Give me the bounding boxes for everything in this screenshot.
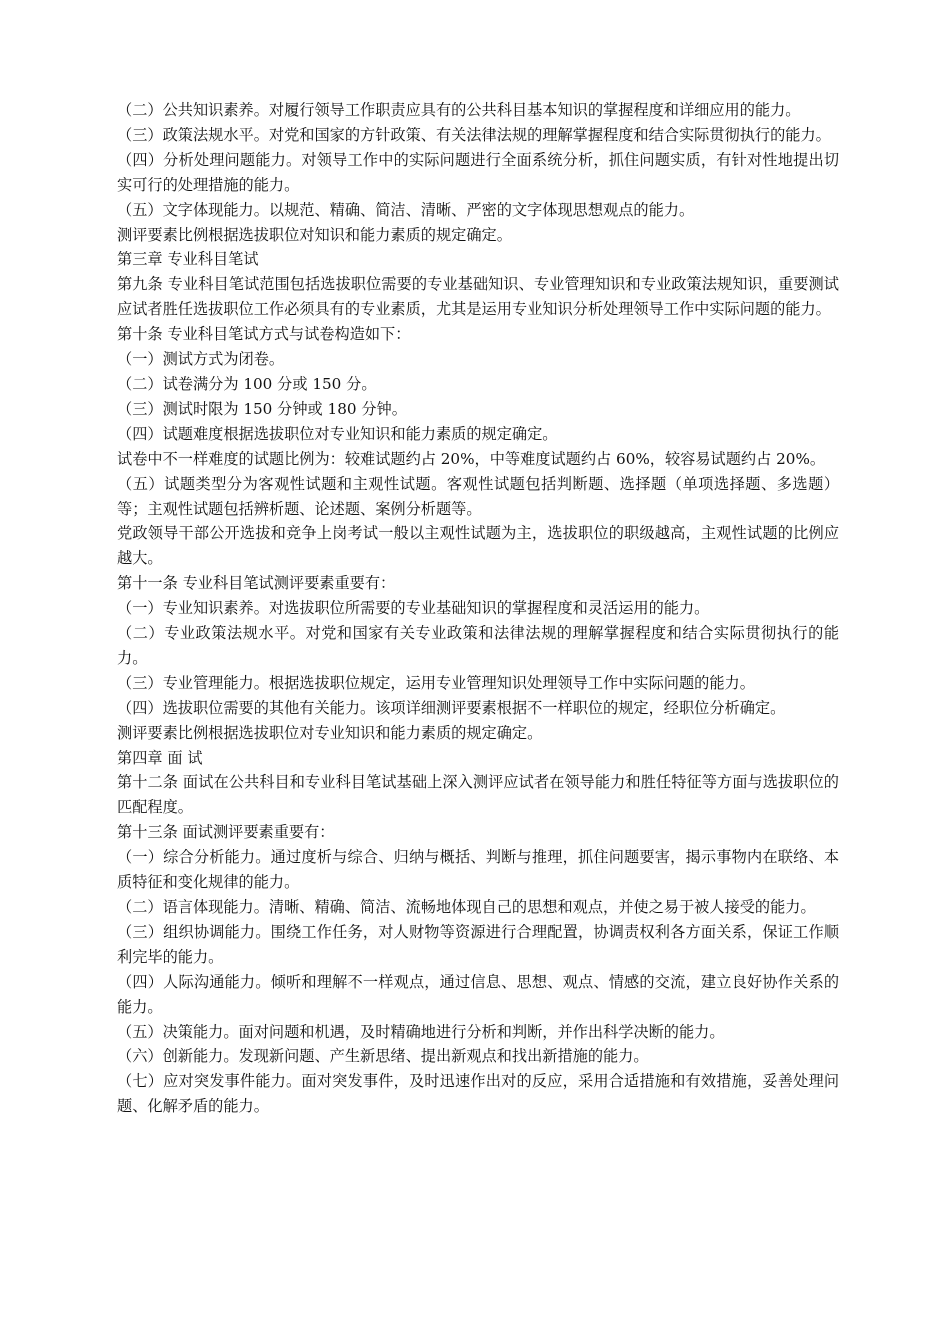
paragraph: （一）综合分析能力。通过度析与综合、归纳与概括、判断与推理，抓住问题要害，揭示事物内在联络、本质特征和变化规律的能力。 <box>117 848 839 892</box>
paragraph: 测评要素比例根据选拔职位对知识和能力素质的规定确定。 <box>117 225 512 244</box>
paragraph: （三）组织协调能力。围绕工作任务，对人财物等资源进行合理配置，协调责权利各方面关系，保证工作顺利完毕的能力。 <box>117 922 839 966</box>
chapter-heading: 第四章 面 试 <box>117 748 203 767</box>
paragraph: （二）专业政策法规水平。对党和国家有关专业政策和法律法规的理解掌握程度和结合实际贯彻执行的能力。 <box>117 624 839 667</box>
article-paragraph: 第十一条 专业科目笔试测评要素重要有： <box>117 574 396 593</box>
paragraph: 测评要素比例根据选拔职位对专业知识和能力素质的规定确定。 <box>117 723 543 742</box>
paragraph: （三）政策法规水平。对党和国家的方针政策、有关法律法规的理解掌握程度和结合实际贯彻执行的能力。 <box>117 125 831 144</box>
paragraph: 试卷中不一样难度的试题比例为：较难试题约占 20%，中等难度试题约占 60%，较容易试题约占 20%。 <box>117 449 826 468</box>
paragraph: 党政领导干部公开选拔和竞争上岗考试一般以主观性试题为主，选拔职位的职级越高，主观性试题的比例应越大。 <box>117 524 839 568</box>
paragraph: （五）文字体现能力。以规范、精确、简洁、清晰、严密的文字体现思想观点的能力。 <box>117 200 695 219</box>
paragraph: （四）分析处理问题能力。对领导工作中的实际问题进行全面系统分析，抓住问题实质，有针对性地提出切实可行的处理措施的能力。 <box>117 150 839 194</box>
paragraph: （四）人际沟通能力。倾听和理解不一样观点，通过信息、思想、观点、情感的交流，建立良好协作关系的能力。 <box>117 972 839 1016</box>
chapter-heading: 第三章 专业科目笔试 <box>117 250 259 269</box>
paragraph: （四）选拔职位需要的其他有关能力。该项详细测评要素根据不一样职位的规定，经职位分析确定。 <box>117 698 786 717</box>
article-paragraph: 第九条 专业科目笔试范围包括选拔职位需要的专业基础知识、专业管理知识和专业政策法规知识，重要测试应试者胜任选拔职位工作必须具有的专业素质，尤其是运用专业知识分析处理领导工作中实际问题的能力。 <box>117 275 839 319</box>
paragraph: （七）应对突发事件能力。面对突发事件，及时迅速作出对的反应，采用合适措施和有效措施，妥善处理问题、化解矛盾的能力。 <box>117 1072 839 1116</box>
paragraph: （二）语言体现能力。清晰、精确、简洁、流畅地体现自己的思想和观点，并使之易于被人接受的能力。 <box>117 898 816 916</box>
article-paragraph: 第十条 专业科目笔试方式与试卷构造如下： <box>117 325 411 344</box>
paragraph: （一）专业知识素养。对选拔职位所需要的专业基础知识的掌握程度和灵活运用的能力。 <box>117 599 710 618</box>
paragraph: （二）试卷满分为 100 分或 150 分。 <box>117 374 377 393</box>
paragraph: （三）测试时限为 150 分钟或 180 分钟。 <box>117 399 407 418</box>
paragraph: （二）公共知识素养。对履行领导工作职责应具有的公共科目基本知识的掌握程度和详细应用的能力。 <box>117 101 801 119</box>
article-paragraph: 第十三条 面试测评要素重要有： <box>117 823 335 842</box>
paragraph: （四）试题难度根据选拔职位对专业知识和能力素质的规定确定。 <box>117 424 558 443</box>
article-paragraph: 第十二条 面试在公共科目和专业科目笔试基础上深入测评应试者在领导能力和胜任特征等方面与选拔职位的匹配程度。 <box>117 773 839 817</box>
paragraph: （五）决策能力。面对问题和机遇，及时精确地进行分析和判断，并作出科学决断的能力。 <box>117 1022 725 1041</box>
paragraph: （六）创新能力。发现新问题、产生新思绪、提出新观点和找出新措施的能力。 <box>117 1047 649 1066</box>
paragraph: （五）试题类型分为客观性试题和主观性试题。客观性试题包括判断题、选择题（单项选择题、多选题）等；主观性试题包括辨析题、论述题、案例分析题等。 <box>117 474 839 518</box>
document-body <box>117 98 839 1119</box>
paragraph: （三）专业管理能力。根据选拔职位规定，运用专业管理知识处理领导工作中实际问题的能力。 <box>117 673 755 692</box>
paragraph: （一）测试方式为闭卷。 <box>117 350 285 369</box>
